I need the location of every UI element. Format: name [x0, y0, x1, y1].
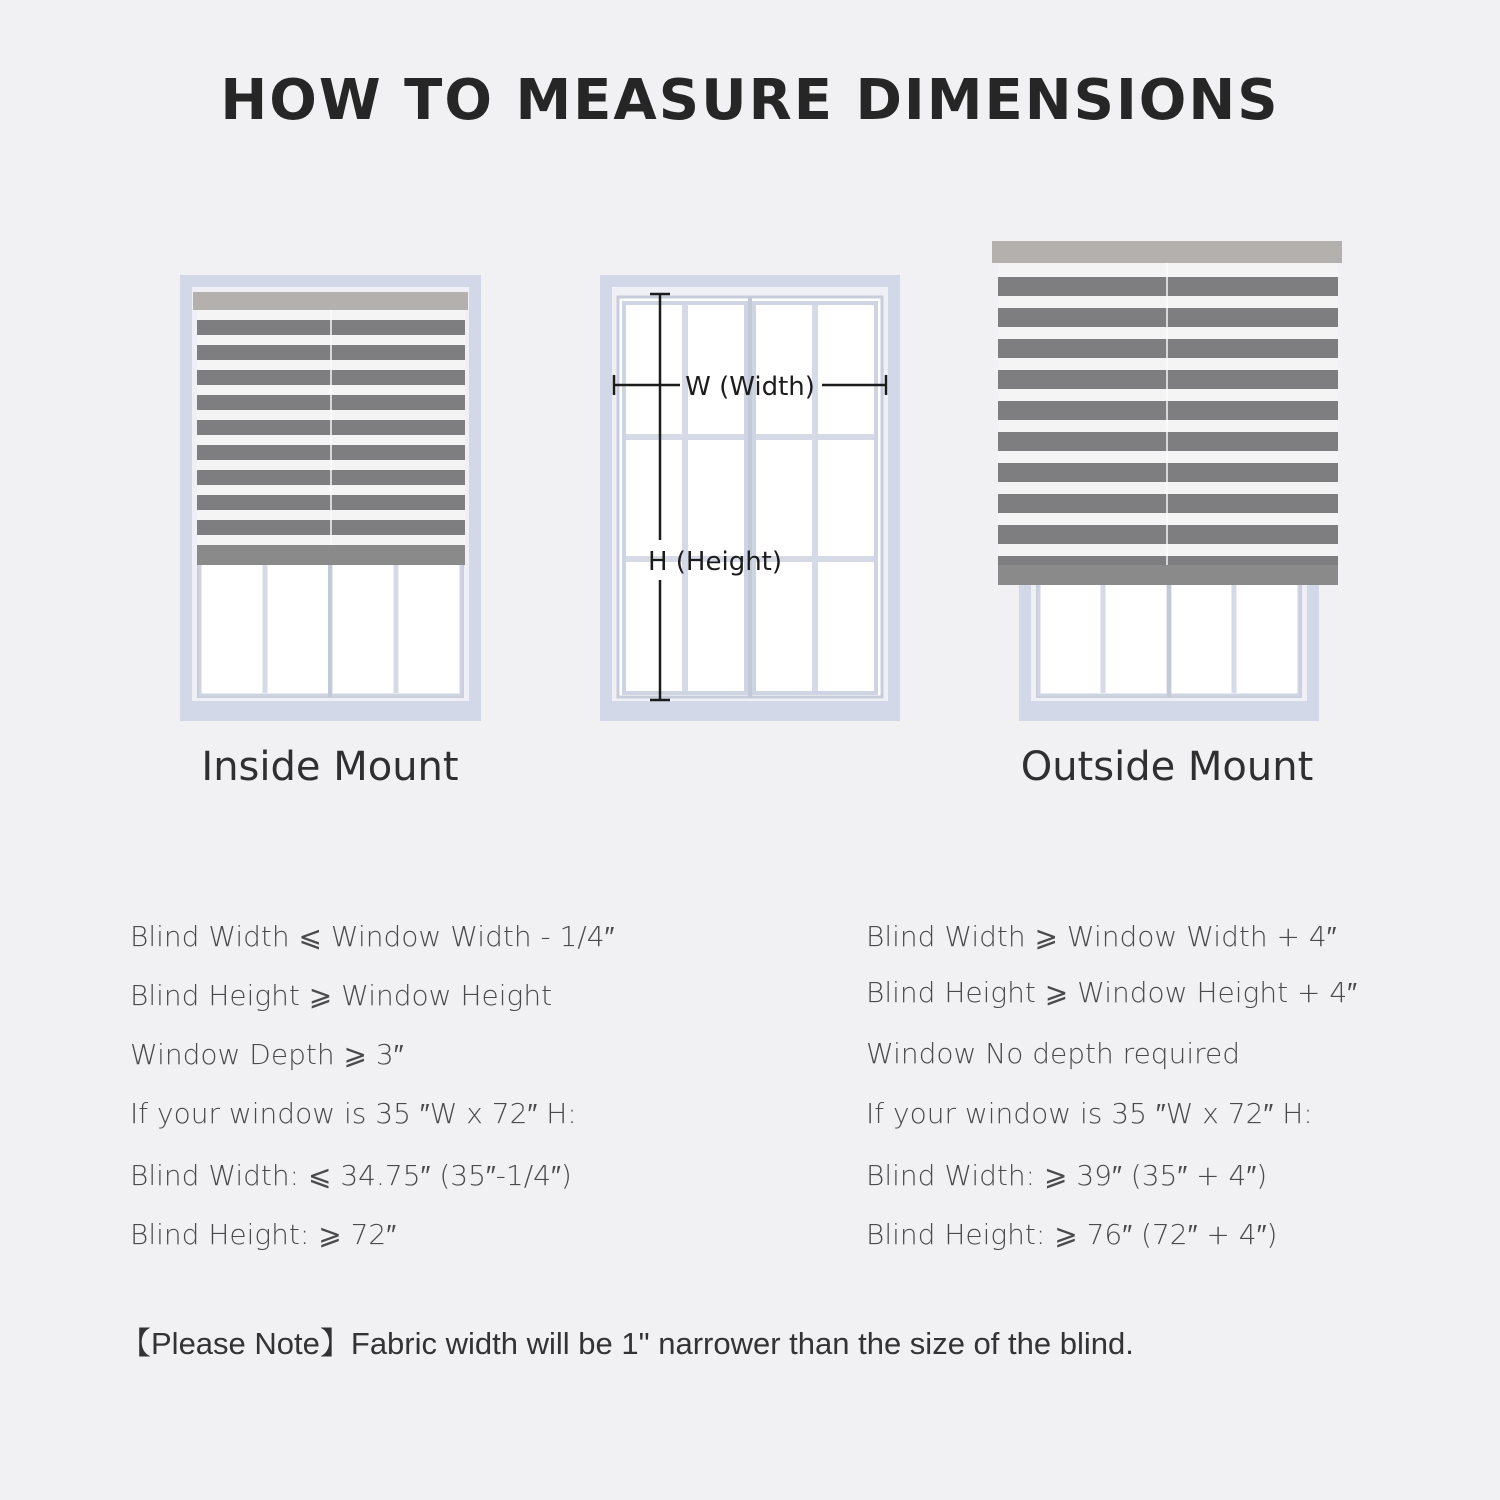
inside-rule-line: Blind Width ⩽ Window Width - 1/4″	[130, 920, 615, 953]
center-window	[600, 275, 900, 721]
inside-blind	[193, 292, 468, 565]
inside-rule-line: Blind Height: ⩾ 72″	[130, 1218, 397, 1251]
outside-rule-line: Blind Width: ⩾ 39″ (35″ + 4″)	[866, 1159, 1268, 1192]
inside-rule-line: If your window is 35 ″W x 72″ H:	[130, 1097, 577, 1130]
outside-rule-line: Blind Height: ⩾ 76″ (72″ + 4″)	[866, 1218, 1278, 1251]
outside-mount-label: Outside Mount	[1020, 744, 1314, 790]
page-title: HOW TO MEASURE DIMENSIONS	[220, 68, 1280, 133]
outside-rule-line: Window No depth required	[866, 1037, 1240, 1070]
inside-rule-line: Window Depth ⩾ 3″	[130, 1038, 404, 1071]
outside-rule-line: Blind Width ⩾ Window Width + 4″	[866, 920, 1337, 953]
width-label: W (Width)	[685, 372, 815, 402]
outside-rule-line: Blind Height ⩾ Window Height + 4″	[866, 976, 1358, 1009]
please-note: 【Please Note】Fabric width will be 1" narrower than the size of the blind.	[120, 1326, 1134, 1361]
outside-blind	[992, 241, 1342, 585]
inside-mount-label: Inside Mount	[201, 744, 459, 790]
inside-rule-line: Blind Width: ⩽ 34.75″ (35″-1/4″)	[130, 1159, 572, 1192]
inside-rule-line: Blind Height ⩾ Window Height	[130, 979, 553, 1012]
outside-rule-line: If your window is 35 ″W x 72″ H:	[866, 1097, 1313, 1130]
inside-mount-window	[180, 275, 481, 721]
height-label: H (Height)	[647, 547, 783, 577]
outside-mount-window	[992, 241, 1342, 721]
